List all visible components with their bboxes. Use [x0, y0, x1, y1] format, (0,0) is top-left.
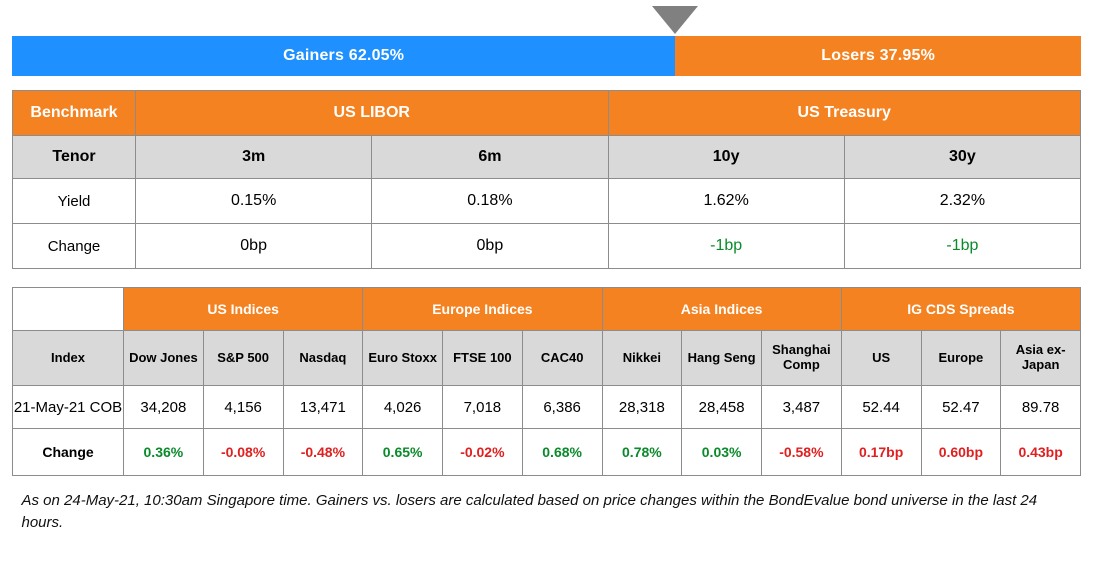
yield-3m: 0.15% — [136, 179, 372, 224]
cob-nasdaq: 13,471 — [283, 386, 363, 429]
cob-ftse-100: 7,018 — [443, 386, 523, 429]
change-cac40: 0.68% — [522, 429, 602, 476]
tenor-30y: 30y — [844, 136, 1080, 179]
table-row — [13, 429, 1081, 476]
table-row — [13, 179, 1081, 224]
table-row — [13, 386, 1081, 429]
yield-6m: 0.18% — [372, 179, 608, 224]
tenor-header: Tenor — [13, 136, 136, 179]
table-row — [13, 91, 1081, 136]
cob-asia-ex-japan: 89.78 — [1001, 386, 1081, 429]
yield-10y: 1.62% — [608, 179, 844, 224]
col-header-nikkei: Nikkei — [602, 331, 682, 386]
row-label-change: Change — [13, 429, 124, 476]
col-header-shanghai-comp: Shanghai Comp — [762, 331, 842, 386]
cob-nikkei: 28,318 — [602, 386, 682, 429]
yield-30y: 2.32% — [844, 179, 1080, 224]
col-header-euro-stoxx: Euro Stoxx — [363, 331, 443, 386]
indices-corner-header — [13, 288, 124, 331]
table-row — [13, 331, 1081, 386]
cob-cac40: 6,386 — [522, 386, 602, 429]
group-header-ig-cds-spreads: IG CDS Spreads — [841, 288, 1080, 331]
tenor-10y: 10y — [608, 136, 844, 179]
group-header-us-treasury: US Treasury — [608, 91, 1081, 136]
change-europe: 0.60bp — [921, 429, 1001, 476]
change-shanghai-comp: -0.58% — [762, 429, 842, 476]
change-nikkei: 0.78% — [602, 429, 682, 476]
change-ftse-100: -0.02% — [443, 429, 523, 476]
table-row — [13, 224, 1081, 269]
change-30y: -1bp — [844, 224, 1080, 269]
col-header-asia-ex-japan: Asia ex-Japan — [1001, 331, 1081, 386]
change-dow-jones: 0.36% — [124, 429, 204, 476]
change-us: 0.17bp — [841, 429, 921, 476]
tenor-3m: 3m — [136, 136, 372, 179]
change-10y: -1bp — [608, 224, 844, 269]
col-header-ftse-100: FTSE 100 — [443, 331, 523, 386]
col-header-us: US — [841, 331, 921, 386]
cob-hang-seng: 28,458 — [682, 386, 762, 429]
cob-sp-500: 4,156 — [203, 386, 283, 429]
change-6m: 0bp — [372, 224, 608, 269]
change-nasdaq: -0.48% — [283, 429, 363, 476]
col-header-europe: Europe — [921, 331, 1001, 386]
cob-us: 52.44 — [841, 386, 921, 429]
group-header-us-libor: US LIBOR — [136, 91, 609, 136]
col-header-sp-500: S&P 500 — [203, 331, 283, 386]
cob-europe: 52.47 — [921, 386, 1001, 429]
marker-row — [12, 0, 1081, 36]
gainers-segment — [12, 36, 675, 76]
row-label-change: Change — [13, 224, 136, 269]
footnote: As on 24-May-21, 10:30am Singapore time. Gainers vs. losers are calculated based on price changes within the BondEvalue bond universe in the last 24 hours. — [21, 492, 1038, 531]
change-hang-seng: 0.03% — [682, 429, 762, 476]
tenor-6m: 6m — [372, 136, 608, 179]
table-row — [13, 136, 1081, 179]
change-euro-stoxx: 0.65% — [363, 429, 443, 476]
index-header: Index — [13, 331, 124, 386]
group-header-europe-indices: Europe Indices — [363, 288, 602, 331]
indices-table — [12, 287, 1081, 476]
losers-segment — [675, 36, 1081, 76]
rates-table — [12, 90, 1081, 269]
table-row — [13, 288, 1081, 331]
col-header-hang-seng: Hang Seng — [682, 331, 762, 386]
cob-euro-stoxx: 4,026 — [363, 386, 443, 429]
losers-label: Losers 37.95% — [821, 47, 936, 64]
row-label-cob-date: 21-May-21 COB — [13, 386, 124, 429]
cob-dow-jones: 34,208 — [124, 386, 204, 429]
gainers-losers-bar — [12, 36, 1081, 76]
col-header-dow-jones: Dow Jones — [124, 331, 204, 386]
row-label-yield: Yield — [13, 179, 136, 224]
cob-shanghai-comp: 3,487 — [762, 386, 842, 429]
change-3m: 0bp — [136, 224, 372, 269]
change-sp-500: -0.08% — [203, 429, 283, 476]
change-asia-ex-japan: 0.43bp — [1001, 429, 1081, 476]
col-header-cac40: CAC40 — [522, 331, 602, 386]
group-header-asia-indices: Asia Indices — [602, 288, 841, 331]
benchmark-corner-header: Benchmark — [13, 91, 136, 136]
gainers-label: Gainers 62.05% — [283, 47, 405, 64]
col-header-nasdaq: Nasdaq — [283, 331, 363, 386]
group-header-us-indices: US Indices — [124, 288, 363, 331]
split-marker-triangle-icon — [652, 6, 698, 34]
